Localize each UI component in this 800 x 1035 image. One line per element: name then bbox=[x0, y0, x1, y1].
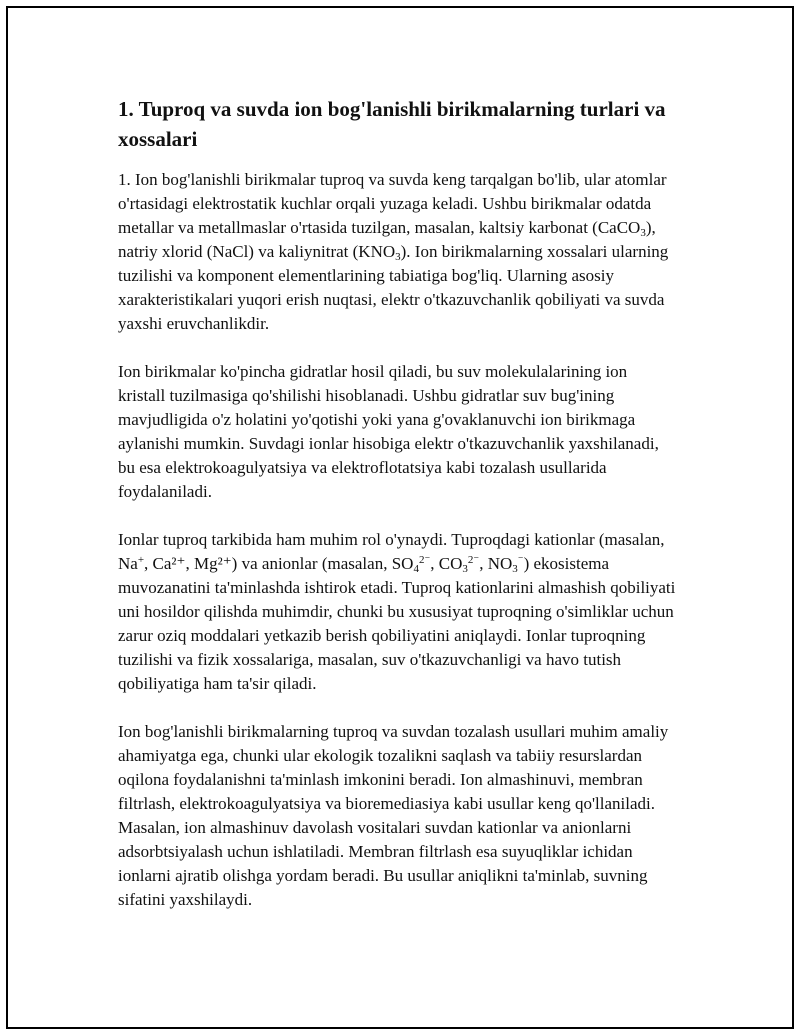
paragraph-4 bbox=[118, 720, 678, 912]
paragraph-1 bbox=[118, 168, 678, 336]
subscript: 3 bbox=[395, 251, 401, 263]
paragraph-text: ). Ion birikmalarning xossalari ularning tuzilishi va komponent elementlarining tabiatiga bog'liq. Ularning asosiy xarakteristikalari yuqori erish nuqtasi, elektr o'tkazuvchanlik qobiliyati va suvda yaxshi eruvchanlikdir. bbox=[118, 242, 669, 333]
document-body bbox=[118, 94, 678, 936]
paragraph-text: 1. Ion bog'lanishli birikmalar tuproq va suvda keng tarqalgan bo'lib, ular atomlar o'rtasidagi elektrostatik kuchlar orqali yuzaga keladi. Ushbu birikmalar odatda metallar va metallmaslar o'rtasida tuzilgan, masalan, kaltsiy karbonat (CaCO bbox=[118, 170, 667, 237]
document-title: 1. Tuproq va suvda ion bog'lanishli birikmalarning turlari va xossalari bbox=[118, 97, 666, 151]
superscript: 2⁻ bbox=[418, 554, 431, 566]
superscript: + bbox=[137, 554, 145, 566]
paragraph-text: , CO bbox=[430, 554, 463, 573]
subscript: 4 bbox=[413, 563, 419, 575]
paragraph-text: , Ca²⁺, Mg²⁺) va anionlar (masalan, SO bbox=[144, 554, 414, 573]
paragraph-text: Ion birikmalar ko'pincha gidratlar hosil qiladi, bu suv molekulalarining ion kristall tuzilmasiga qo'shilishi hisoblanadi. Ushbu gidratlar suv bug'ining mavjudligida o'z holatini yo'qotishi yoki yana g'ovaklanuvchi ion birikmaga aylanishi mumkin. Suvdagi ionlar hisobiga elektr o'tkazuvchanlik yaxshilanadi, bu esa elektrokoagulyatsiya va elektroflotatsiya kabi tozalash usullarida foydalaniladi. bbox=[118, 362, 659, 501]
paragraph-3 bbox=[118, 528, 678, 696]
paragraph-text: ), natriy xlorid (NaCl) va kaliynitrat (KNO bbox=[118, 218, 656, 261]
superscript: ⁻ bbox=[517, 554, 524, 566]
paragraph-text: , NO bbox=[479, 554, 513, 573]
paragraph-text: Ion bog'lanishli birikmalarning tuproq va suvdan tozalash usullari muhim amaliy ahamiyatga ega, chunki ular ekologik tozalikni saqlash va tabiiy resurslardan oqilona foydalanishni ta'minlash imkonini beradi. Ion almashinuvi, membran filtrlash, elektrokoagulyatsiya va bioremediasiya kabi usullar keng qo'llaniladi. Masalan, ion almashinuv davolash vositalari suvdan kationlar va anionlarni adsorbtsiyalash uchun ishlatiladi. Membran filtrlash esa suyuqliklar ichidan ionlarni ajratib olishga yordam beradi. Bu usullar aniqlikni ta'minlab, suvning sifatini yaxshilaydi. bbox=[118, 722, 669, 909]
subscript: 3 bbox=[512, 563, 518, 575]
paragraph-2 bbox=[118, 360, 678, 504]
subscript: 3 bbox=[640, 227, 646, 239]
subscript: 3 bbox=[462, 563, 468, 575]
paragraph-text: ) ekosistema muvozanatini ta'minlashda ishtirok etadi. Tuproq kationlarini almashish qobiliyati uni hosildor qilishda muhimdir, chunki bu xususiyat tuproqning o'simliklar uchun zarur oziq moddalari yetkazib berish qobiliyatini aniqlaydi. Ionlar tuproqning tuzilishi va fizik xossalariga, masalan, suv o'tkazuvchanligi va havo tutish qobiliyatiga ham ta'sir qiladi. bbox=[118, 554, 676, 693]
paragraph-text: Ionlar tuproq tarkibida ham muhim rol o'ynaydi. Tuproqdagi kationlar (masalan, Na bbox=[118, 530, 665, 573]
superscript: 2⁻ bbox=[467, 554, 480, 566]
